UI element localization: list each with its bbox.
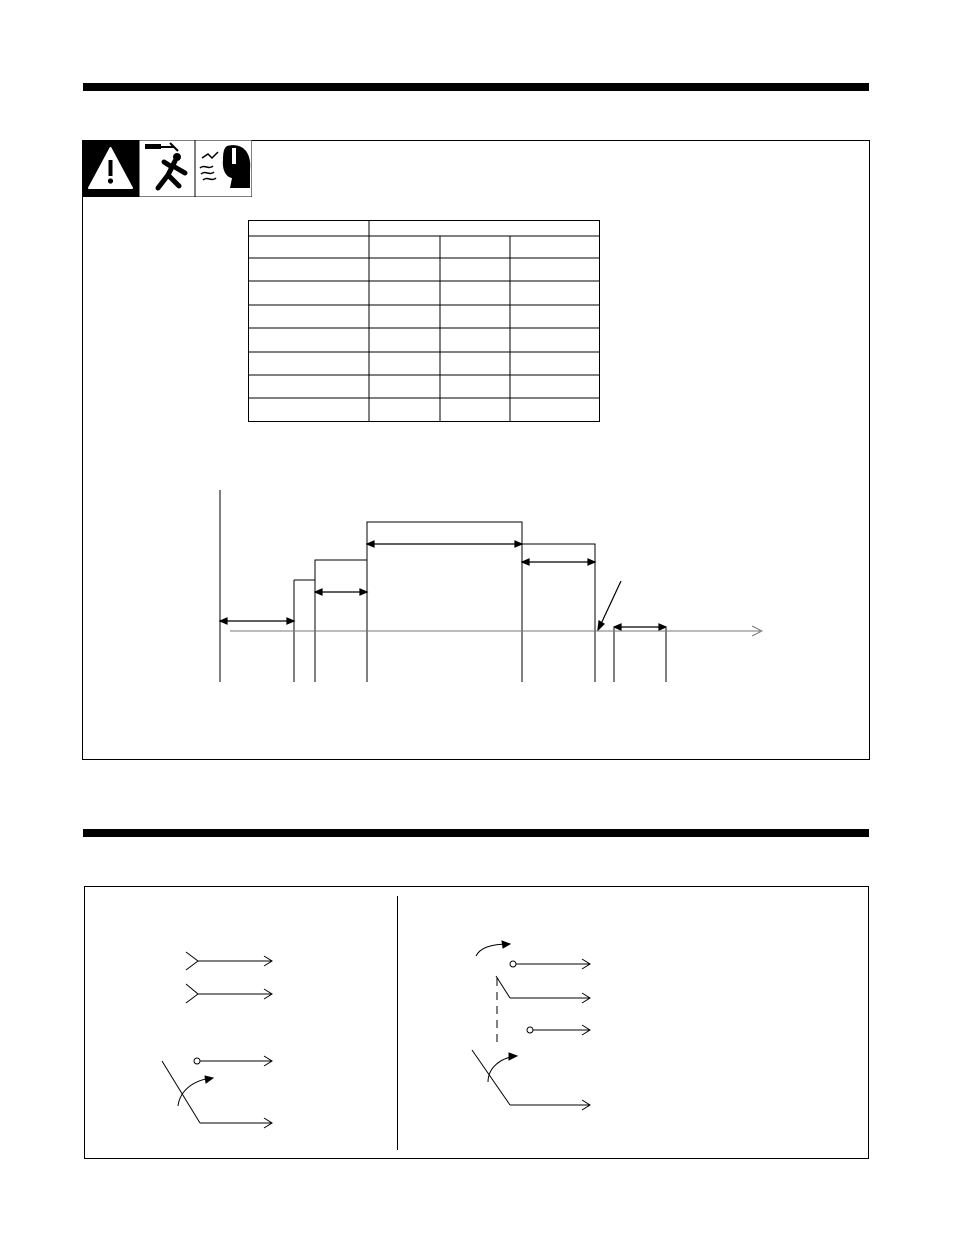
- right-connection-diagram: [460, 940, 610, 1120]
- top-section-rule: [83, 83, 869, 91]
- specification-table: [248, 220, 600, 422]
- warning-icons: [82, 140, 252, 197]
- electric-shock-icon: [139, 140, 195, 197]
- panel-divider: [397, 896, 398, 1150]
- middle-section-rule: [83, 829, 869, 837]
- arc-welding-fumes-icon: [195, 140, 252, 197]
- timing-diagram: [200, 480, 780, 690]
- left-connection-diagram: [150, 940, 290, 1140]
